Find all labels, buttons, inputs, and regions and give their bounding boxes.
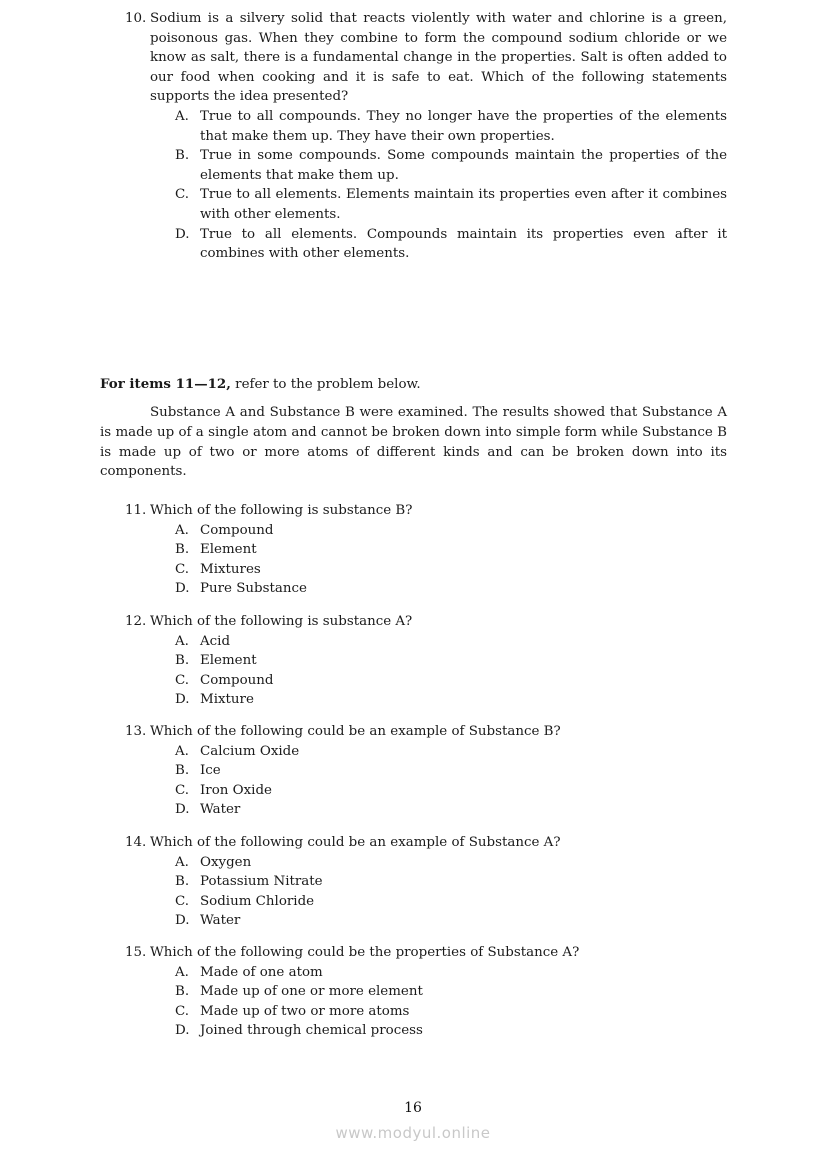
- option-text: Sodium Chloride: [200, 893, 315, 909]
- page-number: 16: [404, 1100, 422, 1116]
- option-text: Water: [200, 913, 241, 929]
- option-letter: D.: [175, 913, 190, 929]
- option-text: Compound: [200, 672, 274, 688]
- question-11: [125, 501, 727, 599]
- option-letter: B.: [175, 653, 190, 669]
- option-c: [175, 671, 727, 691]
- option-letter: A.: [175, 633, 189, 649]
- option-a: [175, 853, 727, 873]
- options-list: [175, 107, 727, 264]
- instruction-rest: refer to the problem below.: [230, 377, 421, 392]
- option-d: [175, 1021, 727, 1041]
- option-text: Potassium Nitrate: [200, 874, 323, 890]
- option-b: [175, 146, 727, 185]
- option-letter: C.: [175, 672, 190, 688]
- option-a: [175, 632, 727, 652]
- option-a: [175, 107, 727, 146]
- option-text: Mixture: [200, 692, 254, 708]
- option-text: True to all elements. Elements maintain its properties even after it combines with other elements.: [200, 187, 727, 222]
- option-text: Calcium Oxide: [200, 743, 300, 759]
- option-letter: A.: [175, 743, 189, 759]
- option-d: [175, 911, 727, 931]
- option-letter: B.: [175, 148, 190, 164]
- question-15: [125, 943, 727, 1041]
- option-text: True in some compounds. Some compounds maintain the properties of the elements that make them up.: [200, 148, 727, 183]
- options-list: [175, 742, 727, 820]
- option-letter: A.: [175, 522, 189, 538]
- option-text: Compound: [200, 522, 274, 538]
- option-letter: A.: [175, 964, 189, 980]
- option-letter: D.: [175, 581, 190, 597]
- question-number: 14.: [125, 835, 147, 850]
- option-text: Element: [200, 542, 257, 558]
- option-letter: B.: [175, 542, 190, 558]
- option-text: Pure Substance: [200, 581, 307, 597]
- option-text: Acid: [200, 633, 231, 649]
- option-d: [175, 225, 727, 264]
- option-letter: D.: [175, 226, 190, 242]
- option-letter: A.: [175, 108, 189, 124]
- option-text: True to all compounds. They no longer have the properties of the elements that make them up. They have their own properties.: [200, 108, 727, 144]
- question-number: 13.: [125, 724, 147, 739]
- option-text: Mixtures: [200, 561, 261, 577]
- options-list: [175, 632, 727, 710]
- option-d: [175, 690, 727, 710]
- question-text: Sodium is a silvery solid that reacts violently with water and chlorine is a green, poisonous gas. When they combine to form the compound sodium chloride or we know as salt, there is a fundamental change in the properties. Salt is often added to our food when cooking and it is safe to eat. Which of the following statements supports the idea presented?: [150, 11, 727, 105]
- question-text: Which of the following could be an example of Substance A?: [150, 835, 561, 850]
- option-d: [175, 579, 727, 599]
- question-text: Which of the following could be an example of Substance B?: [150, 724, 561, 739]
- option-letter: A.: [175, 854, 189, 870]
- question-text: Which of the following is substance B?: [150, 503, 413, 518]
- option-text: Element: [200, 653, 257, 669]
- option-b: [175, 872, 727, 892]
- instruction: [100, 374, 727, 395]
- option-c: [175, 892, 727, 912]
- option-text: Oxygen: [200, 854, 252, 870]
- option-c: [175, 185, 727, 224]
- option-c: [175, 781, 727, 801]
- options-list: [175, 521, 727, 599]
- option-text: Water: [200, 802, 241, 818]
- option-letter: D.: [175, 802, 190, 818]
- option-a: [175, 742, 727, 762]
- option-d: [175, 800, 727, 820]
- question-text: Which of the following could be the properties of Substance A?: [150, 945, 580, 960]
- option-text: Made up of one or more element: [200, 984, 423, 1000]
- option-b: [175, 761, 727, 781]
- option-letter: C.: [175, 187, 190, 203]
- option-text: True to all elements. Compounds maintain its properties even after it combines with other elements.: [200, 226, 727, 262]
- watermark: www.modyul.online: [335, 1124, 491, 1142]
- question-number: 10.: [125, 11, 147, 26]
- option-a: [175, 963, 727, 983]
- option-letter: D.: [175, 1023, 190, 1039]
- option-b: [175, 982, 727, 1002]
- option-letter: B.: [175, 984, 190, 1000]
- option-text: Joined through chemical process: [200, 1023, 423, 1039]
- option-letter: C.: [175, 1003, 190, 1019]
- question-13: [125, 722, 727, 820]
- options-list: [175, 853, 727, 931]
- instruction-bold: For items 11—12,: [100, 376, 231, 392]
- question-10: [125, 9, 727, 264]
- question-14: [125, 833, 727, 931]
- question-number: 12.: [125, 614, 147, 629]
- option-a: [175, 521, 727, 541]
- option-letter: D.: [175, 692, 190, 708]
- options-list: [175, 963, 727, 1041]
- option-c: [175, 560, 727, 580]
- option-letter: B.: [175, 763, 190, 779]
- question-12: [125, 612, 727, 710]
- option-b: [175, 651, 727, 671]
- option-letter: B.: [175, 874, 190, 890]
- option-c: [175, 1002, 727, 1022]
- option-text: Iron Oxide: [200, 782, 272, 798]
- question-text: Which of the following is substance A?: [150, 614, 413, 629]
- option-text: Made up of two or more atoms: [200, 1003, 410, 1019]
- problem-passage: Substance A and Substance B were examined. The results showed that Substance A is made up of a single atom and cannot be broken down into simple form while Substance B is made up of two or more atoms of different kinds and can be broken down into its components.: [100, 405, 727, 480]
- question-number: 15.: [125, 945, 147, 960]
- option-letter: C.: [175, 561, 190, 577]
- question-number: 11.: [125, 503, 147, 518]
- option-letter: C.: [175, 782, 190, 798]
- option-letter: C.: [175, 893, 190, 909]
- option-b: [175, 540, 727, 560]
- option-text: Made of one atom: [200, 964, 323, 980]
- option-text: Ice: [200, 763, 221, 779]
